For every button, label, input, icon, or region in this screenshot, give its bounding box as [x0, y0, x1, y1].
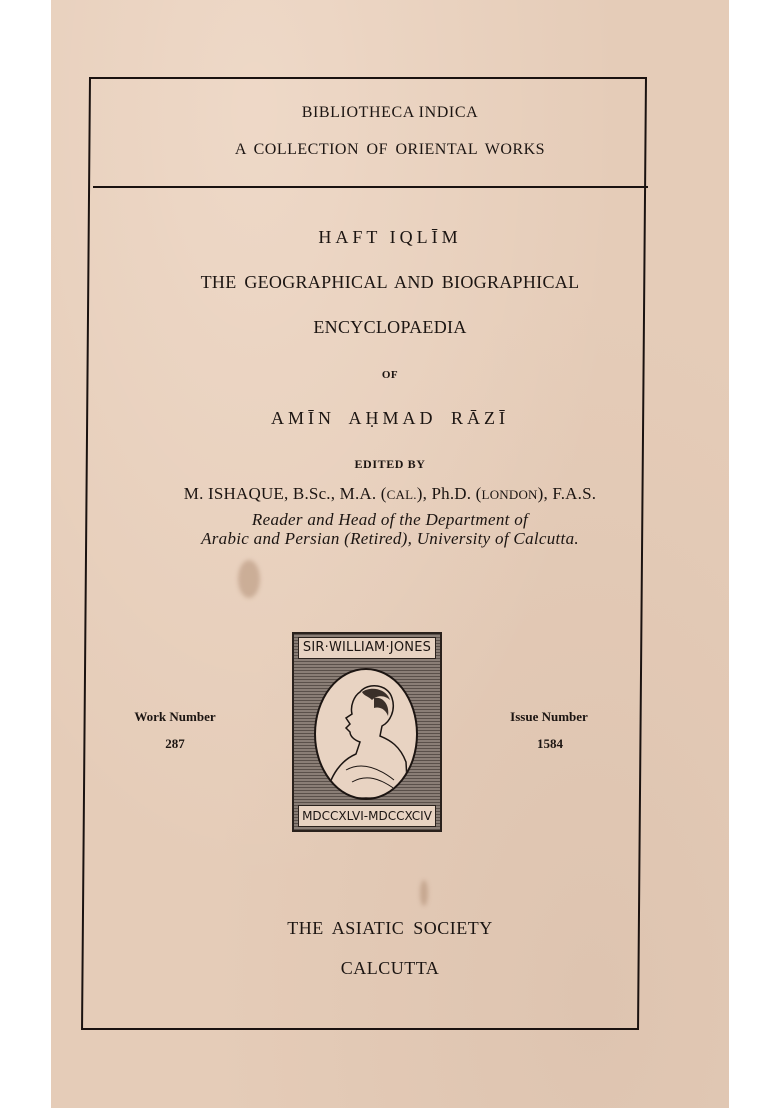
editor-cal: CAL.	[386, 487, 417, 502]
issue-number-label: Issue Number	[510, 709, 588, 724]
sir-william-jones-emblem	[292, 632, 442, 832]
editor-name	[0, 484, 780, 504]
series-subtitle: A COLLECTION OF ORIENTAL WORKS	[234, 141, 546, 158]
edited-by-label: EDITED BY	[354, 457, 426, 471]
page-border	[81, 77, 647, 1030]
work-number-label: Work Number	[134, 709, 216, 724]
series-title: BIBLIOTHECA INDICA	[301, 104, 479, 121]
of-label: OF	[381, 369, 399, 381]
editor-name-part: M. ISHAQUE, B.Sc., M.A. (	[183, 484, 387, 503]
editor-london: LONDON	[481, 487, 538, 502]
editor-role-line1: Reader and Head of the Department of	[251, 510, 529, 529]
header-divider	[93, 186, 648, 188]
publisher-name: THE ASIATIC SOCIETY	[287, 918, 493, 938]
editor-name-part: ), F.A.S.	[537, 484, 597, 503]
issue-number-value: 1584	[537, 736, 563, 751]
author-name: AMĪN AḤMAD RĀZĪ	[271, 408, 509, 428]
portrait-oval	[314, 668, 418, 800]
book-description-line1: THE GEOGRAPHICAL AND BIOGRAPHICAL	[200, 272, 580, 292]
publisher-city: CALCUTTA	[340, 958, 440, 978]
editor-name-part: ), Ph.D. (	[416, 484, 482, 503]
book-description-line2: ENCYCLOPAEDIA	[313, 317, 467, 337]
emblem-name: SIR·WILLIAM·JONES	[298, 637, 436, 659]
portrait-icon	[316, 670, 416, 798]
book-title: HAFT IQLĪM	[318, 227, 462, 247]
work-number-value: 287	[165, 736, 185, 751]
editor-role-line2: Arabic and Persian (Retired), University of Calcutta.	[201, 529, 579, 548]
emblem-dates: MDCCXLVI-MDCCXCIV	[298, 805, 436, 827]
